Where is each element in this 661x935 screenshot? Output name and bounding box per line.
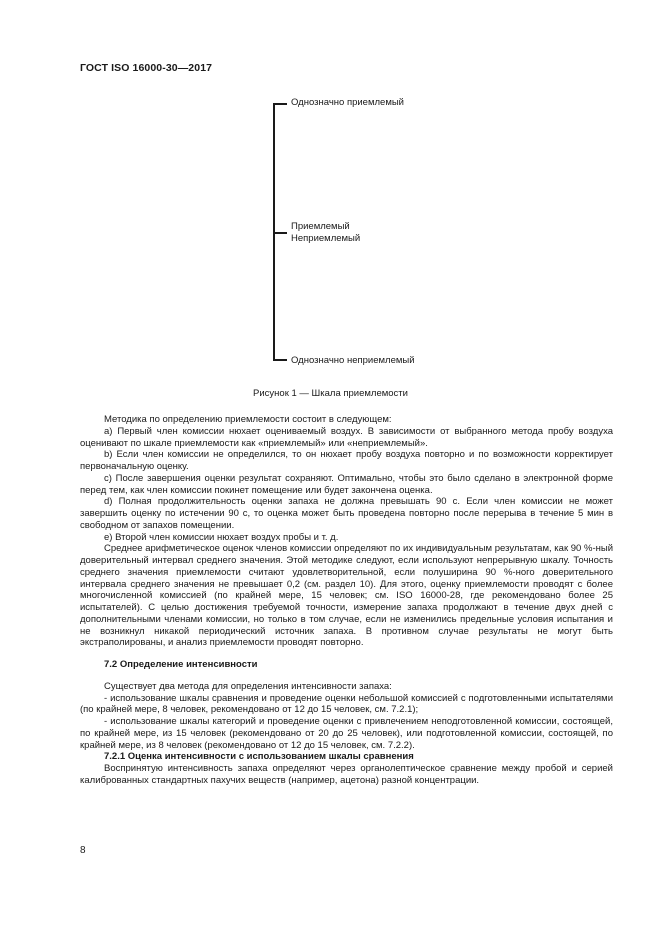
scale-label-bottom: Однозначно неприемлемый: [291, 355, 415, 366]
scale-tick-middle: [273, 232, 287, 234]
paragraph: c) После завершения оценки результат сохраняют. Оптимально, чтобы это было сделано в электронной форме перед тем, как член комиссии покинет помещение или будет закончена оценка.: [80, 472, 613, 496]
scale-tick-bottom: [273, 359, 287, 361]
paragraph: Среднее арифметическое оценок членов комиссии определяют по их индивидуальным результатам, как 90 %-ный доверительный интервал среднего значения. Этой методике следуют, если используют непрерывную шкалу. Точность среднего значения приемлемости считают удовлетворительной, если полуширина 90 %-ного доверительного интервала среднего значения не превышает 0,2 (см. раздел 10). Для этого, оценку приемлемости проводят с более многочисленной комиссией (по крайней мере, 15 человек; см. ISO 16000-28, где рекомендовано более 25 испытателей). С целью достижения требуемой точности, измерение запаха продолжают в течение двух дней с дополнительными членами комиссии, но только в том случае, если не изменились предельные условия испытания и не возникнул никакой периодический источник запаха. В противном случае результаты не могут быть экстраполированы, и анализ приемлемости проводят повторно.: [80, 543, 613, 649]
scale-label-unacceptable: Неприемлемый: [291, 233, 361, 244]
document-header: ГОСТ ISO 16000-30—2017: [80, 62, 213, 74]
paragraph: e) Второй член комиссии нюхает воздух пробы и т. д.: [104, 531, 339, 543]
list-item: - использование шкалы сравнения и проведение оценки небольшой комиссией с подготовленными испытателями (по крайней мере, 8 человек, рекомендовано от 12 до 15 человек, см. 7.2.1);: [80, 692, 613, 716]
scale-label-top: Однозначно приемлемый: [291, 97, 404, 108]
scale-label-acceptable: Приемлемый: [291, 221, 350, 232]
paragraph: Воспринятую интенсивность запаха определяют через органолептическое сравнение между пробой и серией калиброванных стандартных пахучих веществ (например, ацетона) разной концентрации.: [80, 763, 613, 786]
paragraph: Методика по определению приемлемости состоит в следующем:: [104, 414, 392, 425]
paragraph: a) Первый член комиссии нюхает оцениваемый воздух. В зависимости от выбранного метода пробу воздуха оценивают по шкале приемлемости как «приемлемый» или «неприемлемый».: [80, 425, 613, 449]
figure-caption: Рисунок 1 — Шкала приемлемости: [253, 388, 408, 399]
page-number: 8: [80, 845, 86, 856]
scale-tick-top: [273, 103, 287, 105]
paragraph: d) Полная продолжительность оценки запаха не должна превышать 90 с. Если член комиссии не может завершить оценку по истечении 90 с, то оценка может быть проведена повторно после перерыва в течение 5 мин в свободном от запахов помещении.: [80, 496, 613, 531]
section-heading: 7.2 Определение интенсивности: [104, 659, 258, 670]
paragraph: Существует два метода для определения интенсивности запаха:: [104, 680, 392, 692]
subsection-heading: 7.2.1 Оценка интенсивности с использованием шкалы сравнения: [104, 751, 414, 763]
list-item: - использование шкалы категорий и проведение оценки с привлечением неподготовленной комиссии, состоящей, по крайней мере, из 15 человек (рекомендовано от 20 до 25 человек), или подготовленной комиссии, состоящей, по крайней мере, из 8 человек (рекомендовано от 12 до 15 человек, см. 7.2.2).: [80, 716, 613, 751]
body-text: [80, 414, 613, 787]
paragraph: b) Если член комиссии не определился, то он нюхает пробу воздуха повторно и по возможности корректирует первоначальную оценку.: [80, 449, 613, 472]
